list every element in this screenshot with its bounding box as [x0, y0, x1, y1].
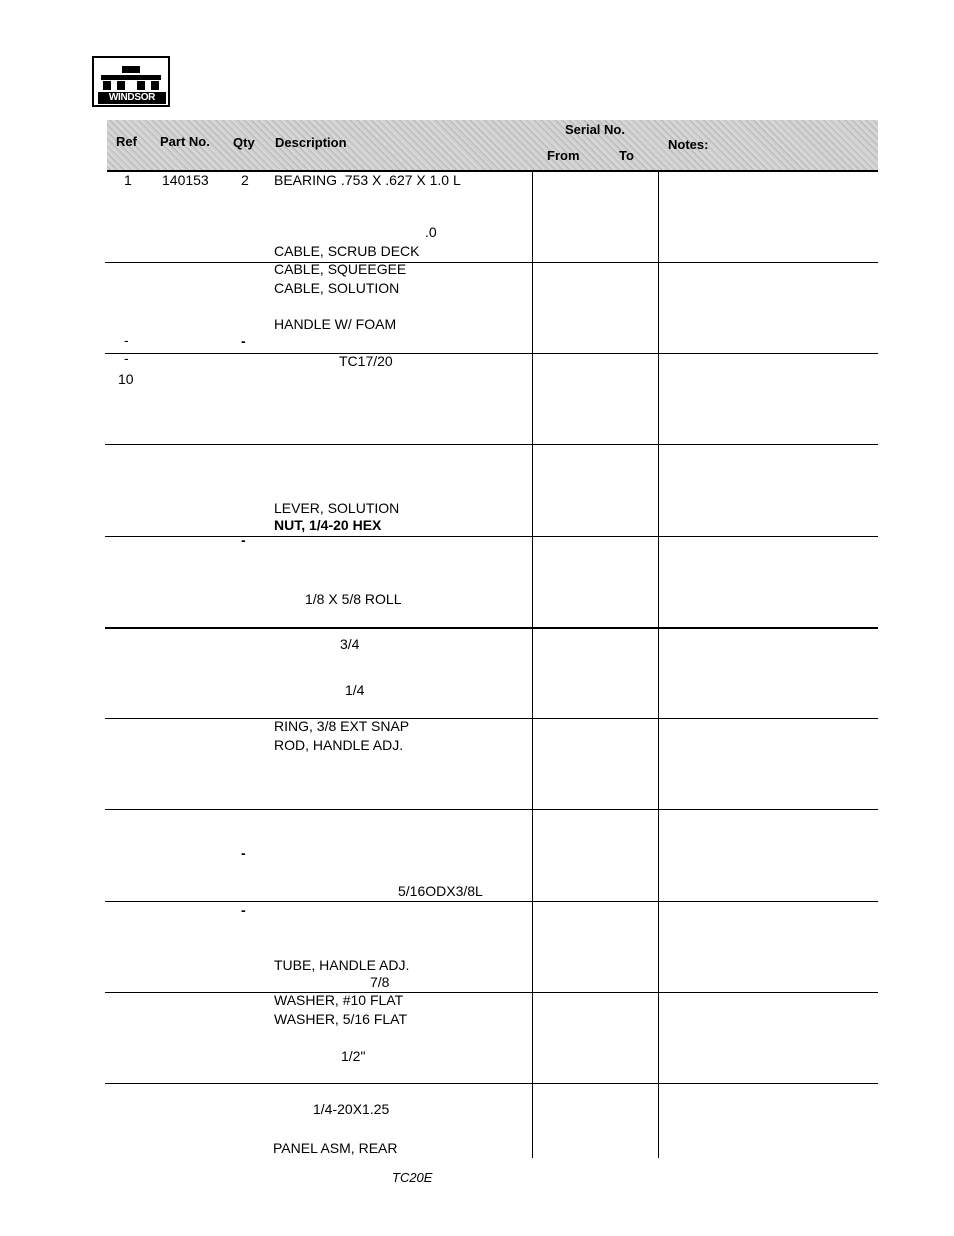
row-divider	[105, 353, 878, 354]
ref-cell: -	[124, 350, 129, 366]
qty-cell: -	[241, 845, 246, 861]
header-notes: Notes:	[668, 137, 709, 152]
header-from: From	[547, 148, 580, 163]
footer-model: TC20E	[392, 1170, 433, 1185]
description-cell: CABLE, SOLUTION	[274, 280, 400, 296]
row-divider	[105, 992, 878, 993]
header-qty: Qty	[233, 135, 255, 150]
row-divider	[105, 1083, 878, 1084]
description-cell: WASHER, 5/16 FLAT	[274, 1011, 408, 1027]
qty-cell: 2	[241, 172, 249, 188]
description-cell: ROD, HANDLE ADJ.	[274, 737, 404, 753]
row-divider	[105, 262, 878, 263]
description-fragment: 7/8	[370, 974, 390, 990]
description-fragment: 1/8 X 5/8 ROLL	[305, 591, 402, 607]
row-divider	[105, 901, 878, 902]
serial-column-divider	[532, 172, 533, 1158]
header-part-no: Part No.	[160, 134, 210, 149]
ref-cell: 10	[118, 371, 134, 387]
windsor-logo	[92, 56, 170, 107]
row-divider	[105, 718, 878, 719]
qty-cell: -	[241, 532, 246, 548]
description-fragment: 1/2"	[341, 1048, 366, 1064]
row-divider	[105, 627, 878, 629]
description-cell: LEVER, SOLUTION	[274, 500, 400, 516]
header-serial-no: Serial No.	[565, 122, 625, 137]
description-fragment: 5/16ODX3/8L	[398, 883, 483, 899]
description-cell: WASHER, #10 FLAT	[274, 992, 404, 1008]
notes-column-divider	[658, 172, 659, 1158]
description-cell: NUT, 1/4-20 HEX	[274, 517, 382, 533]
description-fragment: 1/4	[345, 682, 365, 698]
header-ref: Ref	[116, 134, 137, 149]
description-cell: RING, 3/8 EXT SNAP	[274, 718, 410, 734]
row-divider	[105, 809, 878, 810]
description-cell: TUBE, HANDLE ADJ.	[274, 957, 410, 973]
description-fragment: TC17/20	[339, 353, 393, 369]
description-cell: HANDLE W/ FOAM	[274, 316, 397, 332]
qty-cell: -	[241, 902, 246, 918]
row-divider	[105, 536, 878, 537]
description-cell: BEARING .753 X .627 X 1.0 L	[274, 172, 461, 188]
description-cell: CABLE, SCRUB DECK	[274, 243, 420, 259]
row-divider	[105, 444, 878, 445]
logo-text: WINDSOR	[98, 92, 166, 104]
header-description: Description	[275, 135, 347, 150]
description-cell: CABLE, SQUEEGEE	[274, 261, 407, 277]
table-header	[107, 120, 878, 172]
header-to: To	[619, 148, 634, 163]
windsor-logo-icon	[99, 66, 163, 90]
ref-cell: 1	[124, 172, 132, 188]
qty-cell: -	[241, 333, 246, 349]
description-cell: PANEL ASM, REAR	[273, 1140, 398, 1156]
description-fragment: 3/4	[340, 636, 360, 652]
description-fragment: .0	[425, 224, 437, 240]
ref-cell: -	[124, 332, 129, 348]
description-fragment: 1/4-20X1.25	[313, 1101, 390, 1117]
part-no-cell: 140153	[162, 172, 209, 188]
